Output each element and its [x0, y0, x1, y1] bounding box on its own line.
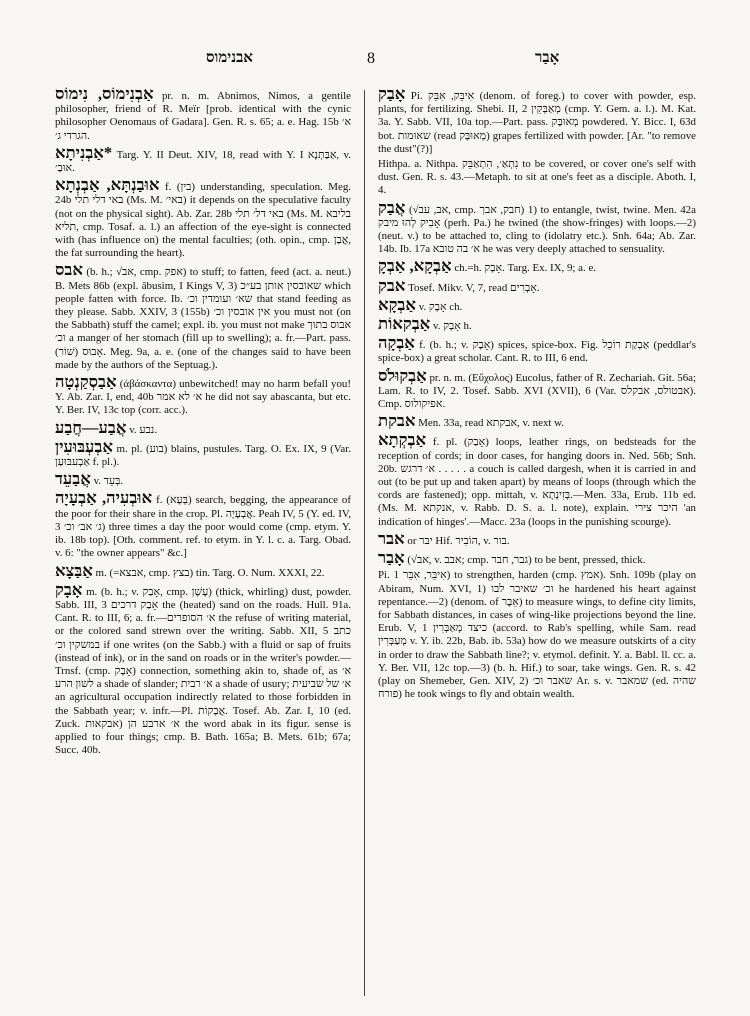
entry-headword: אָבַק	[378, 86, 406, 103]
dictionary-entry	[55, 439, 351, 469]
entry-headword: אַבַסְקַנְטָה	[55, 374, 117, 392]
entry-headword: אבר	[378, 530, 405, 548]
entry-definition: m. (=אבצא, cmp. בצץ) tin. Targ. O. Num. XXXI, 22.	[95, 566, 325, 579]
entry-definition: v. בְּעֵד.	[93, 475, 124, 488]
entry-definition: f. (b. h.; v. אָבָק) spices, spice-box. Fig. אַבְקַת רוֹכֵל (peddlar's spice-box) a great scholar. Cant. R. to III, 6 end.	[378, 339, 696, 365]
dictionary-entry	[378, 550, 696, 567]
dictionary-entry	[378, 278, 696, 295]
dictionary-entry	[378, 432, 696, 528]
dictionary-entry	[55, 582, 351, 758]
entry-definition: (√אב, עב, cmp. חבק, אבך) 1) to entangle, twist, twine. Men. 42a אָבִיק לְהוּ מיבק (perh. Pa.) he twined (the show-fringes) with loops.—2) (neut. v.) to be attached to, cling to (idolatry etc.). Snh. 64a; Ab. Zar. 14b. Ib. 17a א׳ בה טובא he was very deeply attached to sensuality.	[378, 203, 696, 256]
entry-headword: אֲבַק	[378, 199, 406, 217]
entry-definition: Men. 33a, read אבקתא, v. next w.	[418, 417, 565, 430]
dictionary-entry	[55, 145, 351, 175]
dictionary-entry	[55, 86, 351, 143]
entry-definition: Hithpa. a. Nithpa. נִתְאַ׳, הִתְאַבֵּק to be covered, or cover one's self with dust. Gen. R. s. 43.—Metaph. to sit at one's feet as a disciple. Aboth. I, 4.	[378, 158, 696, 197]
entry-headword: אוּבְעִיה, אַבְעָיָה	[55, 490, 153, 508]
entry-definition: Tosef. Mikv. V, 7, read אָבְרִים.	[408, 281, 540, 294]
entry-headword: אָבָק	[55, 581, 83, 599]
dictionary-entry	[378, 200, 696, 257]
left-column	[55, 86, 351, 759]
entry-definition: ch.=h. אָבָק. Targ. Ex. IX, 9; a. e.	[454, 262, 597, 275]
entry-definition: m. pl. (בוע) blains, pustules. Targ. O. Ex. IX, 9 (Var. אַבְעבּוּעַן f. pl.).	[55, 442, 351, 469]
entry-headword: אַבְקָא	[378, 296, 416, 314]
entry-headword: אַבְעְבּוּעִין	[55, 438, 113, 456]
entry-headword: אבק	[378, 277, 406, 295]
entry-headword: אבס	[55, 262, 83, 280]
dictionary-entry	[378, 413, 696, 430]
entry-headword: אֲבַעֵד	[55, 471, 91, 489]
entry-headword: אַבַּצָא	[55, 562, 93, 580]
page-header	[0, 50, 750, 76]
entry-definition: Pi. אִיבֵּר, אִבֵּר 1) to strengthen, harden (cmp. אמץ). Snh. 109b (play on Abiram, Num. XVI, 1) וכ׳ שאיבר לבו he hardened his heart against repentance.—2) (denom. of אֵבֶר) to measure wings, to define city limits, for Sabbath distances, in cases of wing-like projections beyond the line. Erub. V, 1 כיצד מְאַבְּרִין (accord. to Rab's spelling, while Sam. read מְעַבְּרִין v. Y. ib. 22b, Bab. ib. 53a) how do we measure outskirts of a city in order to draw the Sabbath line?; v. etymol. definit. Y. a. Babl. ll. cc. a. Y. Ber. VII, 12c top.—3) (b. h. Hif.) to soar, take wings. Gen. R. s. 42 (play on Shemeber, Gen. XIV, 2) שאבר וכ׳ Ar. s. v. שמאבר (ed. שהיה פורח) he took wings to fly and obtain wealth.	[378, 569, 696, 701]
entry-definition: pr. n. m. (Εὔχολος) Eucolus, father of R. Zechariah. Git. 56a; Lam. R. to IV, 2. Tosef. Sabb. XVI (XVII), 6 (Var. אבטולס, אבקלס). Cmp. אפיקולוס.	[378, 371, 696, 411]
dictionary-entry	[55, 374, 351, 418]
dictionary-entry	[378, 297, 696, 314]
dictionary-entry	[55, 471, 351, 488]
dictionary-entry	[378, 569, 696, 701]
right-column	[378, 86, 696, 703]
entry-definition: f. (בְּעָא) search, begging, the appearance of the poor for their share in the crop. Pl. אֲבְעָיָה. Peah IV, 5 (Y. ed. IV, 3 ג׳ אב׳ וכ׳) three times a day the poor would come (cmp. etym. Y. ib. 18b top). [Oth. comment. ref. to etym. in Y. l. c. a. Targ. Obad. v. 6: "the owner appears" &c.]	[55, 494, 351, 560]
entry-headword: אַבְקָה	[378, 335, 415, 353]
entry-definition: (ἀβάσκαντα) unbewitched! may no harm befall you! Y. Ab. Zar. I, end, 40b א׳ לא אמר he did not say abascanta, but etc. Y. Ber. IV, 13c top (corr. acc.).	[55, 378, 351, 417]
dictionary-entry	[378, 258, 696, 275]
dictionary-entry	[378, 368, 696, 412]
entry-definition: pr. n. m. Abnimos, Nimos, a gentile philosopher, friend of R. Meïr [prob. identical with the cynic philosopher Oenomaus of Gadara]. Gen. R. s. 65; a. e. Hag. 15b א׳ הגרדי ג׳.	[55, 90, 351, 142]
entry-definition: v. אָבָק h.	[433, 320, 472, 333]
entry-definition: (√אב, v. אבב; cmp. גבר, חבר) to be bent, pressed, thick.	[407, 554, 646, 567]
column-divider	[364, 90, 365, 996]
entry-definition: f. pl. (אָבַק) loops, leather rings, on bedsteads for the reception of cords; in door cases, for hanging doors in. Ned. 56b; Snh. 20b. א׳ דרגש . . . . . a couch is called dargesh, when it is carried in and out (to be put up and taken apart) by means of loops (through which the cords are fastened); opp. mittah, v. בְּזִינְתָא.—Men. 33a, Erub. 11b ed. (Ms. M. אנקתא, v. Rabb. D. S. a. l. note), explain. היכר צירי 'an indication of hinges'.—Macc. 23a (loops in the punishing scourge).	[378, 436, 696, 528]
dictionary-entry	[55, 563, 351, 580]
entry-definition: Targ. Y. II Deut. XIV, 18, read with Y. I אַבַּתְנָא, v. אוּבַ׳.	[55, 148, 351, 175]
entry-definition: (b. h.; √אב, cmp. אפק) to stuff; to fatten, feed (act. a. neut.) B. Mets 86b (expl. âbusim, I Kings V, 3) שאובסין אותן בע״כ which people fatten with force. Ib. שא׳ ועומדין וכ׳ that stand feeding as they please. Sabb. XXIV, 3 (155b) אין אובסין וכ׳ you must not (on the Sabbath) stuff the camel; expl. ib. you must not make אבוס בתוך וכ׳ a manger of her stomach (fill up to swelling); a. fr.—Part. pass. אָבוּס (שׁוֹר). Meg. 9a, a. e. (one of the changes said to have been made by the authors of the Septuag.).	[55, 266, 351, 371]
dictionary-entry	[378, 158, 696, 198]
dictionary-entry	[378, 335, 696, 365]
dictionary-entry	[55, 177, 351, 260]
page-number: 8	[367, 50, 375, 67]
entry-headword: *אַבְנִיתָא	[55, 144, 113, 162]
entry-headword: אֲבַע—חֲבַע	[55, 419, 127, 437]
entry-definition: v. אָבָק ch.	[418, 300, 463, 313]
entry-headword: אַבְנִימוֹס, נִימוֹס	[55, 86, 154, 103]
entry-headword: אַבְקוּלֹס	[378, 367, 427, 385]
entry-headword: אָבַר	[378, 550, 405, 568]
dictionary-entry	[378, 86, 696, 156]
entry-definition: Pi. אִיבֵּק, אִבֵּק (denom. of foreg.) to cover with powder, esp. plants, for fertilizing. Shebi. II, 2 מְאַבְּקִין (cmp. Y. Gem. a. l.). M. Kat. 3a. Y. Sabb. VII, 10a top.—Part. pass. מְאוּבָּק powdered. Y. Bicc. I, 63d bot. שאוּמות (read מְאוּבָּק) grapes fertilized with powder. [Ar. "to remove the dust"(?)]	[378, 90, 696, 155]
entry-definition: f. (בין) understanding, speculation. Meg. 24b באי דלי תלי (Ms. M. באי׳) it depends on the speculative faculty (not on the physical sight). Ab. Zar. 28b באי דל׳ תלי (Ms. M. בליבא תליא, cmp. Tosaf. a. l.) an affection of the eye-sight is connected with (has influence on) the mental faculties; (oth. opin., cmp. אֲבַן, the fat surrounding the heart).	[55, 181, 351, 260]
dictionary-entry	[55, 420, 351, 437]
dictionary-entry	[378, 316, 696, 333]
entry-headword: אַבְקאוֹת	[378, 316, 431, 334]
dictionary-entry	[378, 531, 696, 548]
entry-definition: or יבר Hif. הוֹבִיר, v. בור.	[407, 534, 510, 547]
header-left-catchword: אבנימוס	[206, 50, 253, 66]
header-right-catchword: אָבַר	[535, 50, 560, 66]
entry-headword: אַבְקְתָא	[378, 432, 427, 450]
entry-definition: m. (b. h.; v. אָבַק, cmp. עָשָׁן) (thick, whirling) dust, powder. Sabb. III, 3 אָבַק דרכים the (heated) sand on the roads. Hull. 91a. Cant. R. to III, 6; a. fr.—א׳ הסופרים the refuse of writing material, or the colored sand strewn over the writing. Sabb. XII, 5 כתב במשקין וכ׳ if one writes (on the Sabb.) with a fluid or sap of fruits (instead of ink), or in the sand on roads or in the writer's powder.—Trnsf. (cmp. אָבָק) connection, something akin to, shade of, as א׳ לשון הרע a shade of slander; א׳ רבית a shade of usury; א׳ של שביעית an agricultural occupation indirectly related to those forbidden in the Sabbath year; v. infr.—Pl. אֲבָקוֹת. Tosef. Ab. Zar. I, 10 (ed. Zuck. אבקאות) א׳ ארבע הן the word abak in its figur. sense is applied to four things; cmp. B. Bath. 165a; B. Mets. 61b; 67a; Succ. 40b.	[55, 585, 351, 757]
dictionary-entry	[55, 490, 351, 560]
entry-headword: אַבְקָא, אַבְקָ	[378, 258, 452, 276]
entry-definition: v. נבע.	[129, 423, 158, 436]
entry-headword: אבקת	[378, 413, 416, 431]
entry-headword: אוּבַנְתָּא, אַבְנְתָא	[55, 177, 160, 195]
dictionary-entry	[55, 262, 351, 372]
